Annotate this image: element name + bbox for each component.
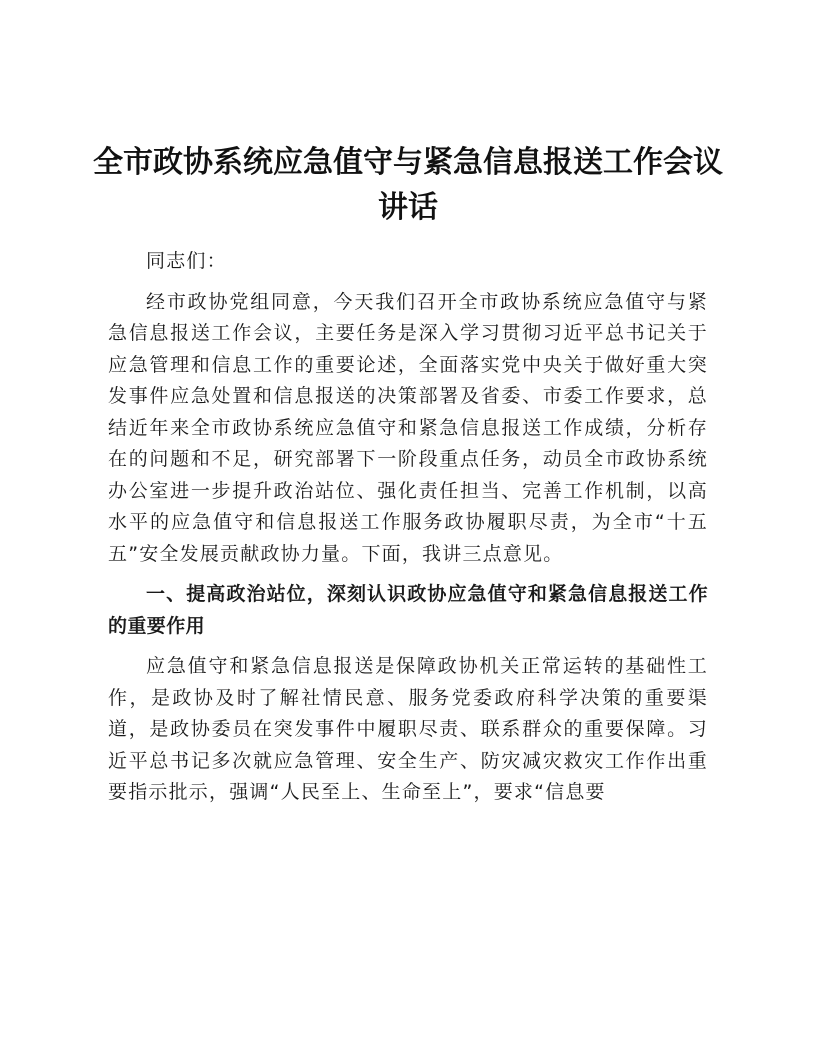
paragraph-intro: 经市政协党组同意，今天我们召开全市政协系统应急值守与紧急信息报送工作会议，主要任务是深入学习贯彻习近平总书记关于应急管理和信息工作的重要论述，全面落实党中央关于做好重大突发事件应急处置和信息报送的决策部署及省委、市委工作要求，总结近年来全市政协系统应急值守和紧急信息报送工作成绩，分析存在的问题和不足，研究部署下一阶段重点任务，动员全市政协系统办公室进一步提升政治站位、强化责任担当、完善工作机制，以高水平的应急值守和信息报送工作服务政协履职尽责，为全市“十五五”安全发展贡献政协力量。下面，我讲三点意见。 bbox=[108, 290, 708, 565]
document-title: 全市政协系统应急值守与紧急信息报送工作会议讲话 bbox=[93, 145, 723, 225]
document-body bbox=[108, 246, 708, 818]
paragraph-section-1: 应急值守和紧急信息报送是保障政协机关正常运转的基础性工作，是政协及时了解社情民意、服务党委政府科学决策的重要渠道，是政协委员在突发事件中履职尽责、联系群众的重要保障。习近平总书记多次就应急管理、安全生产、防灾减灾救灾工作作出重要指示批示，强调“人民至上、生命至上”，要求“信息要 bbox=[108, 655, 708, 803]
greeting: 同志们： bbox=[146, 250, 227, 272]
section-heading-1: 一、提高政治站位，深刻认识政协应急值守和紧急信息报送工作的重要作用 bbox=[108, 583, 708, 637]
